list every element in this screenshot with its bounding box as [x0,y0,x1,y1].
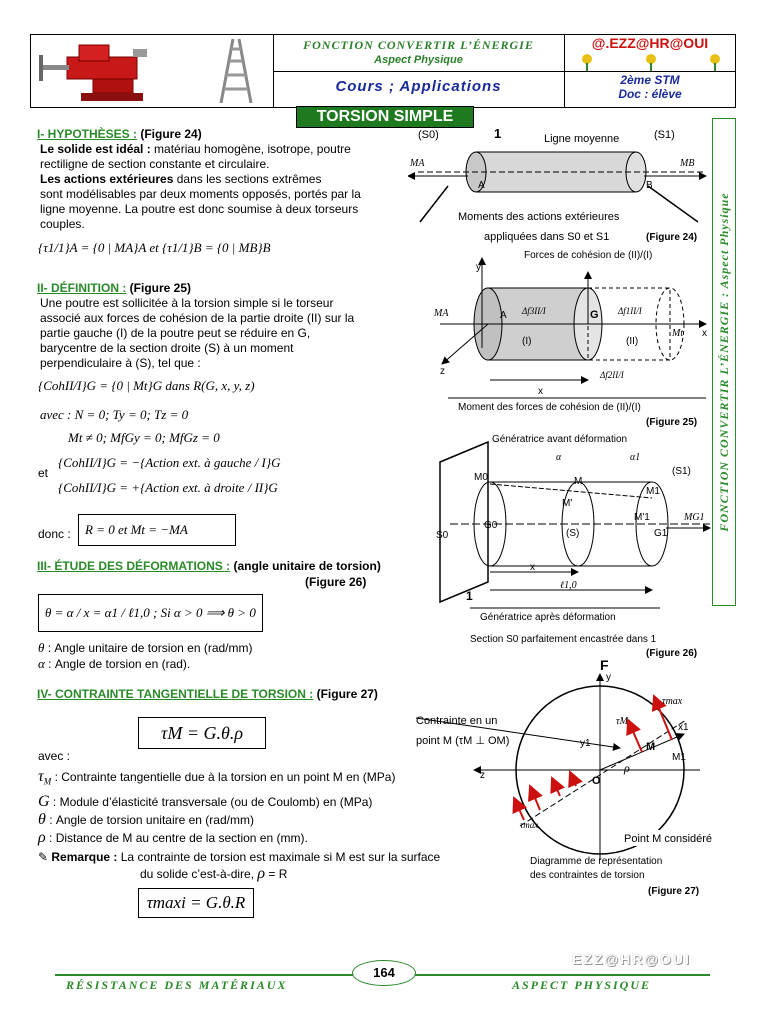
fig24-cap1: Moments des actions extérieures [458,211,620,223]
fig24-ligne: Ligne moyenne [544,133,620,145]
fig24-s1: (S1) [654,129,675,141]
fig25-g: G [590,309,599,321]
footer-line-left [55,974,355,976]
footer-line-right [412,974,710,976]
page-number: 164 [352,960,416,986]
fig26-mg1: MG1 [684,512,705,523]
fig24-ma: MA [410,158,425,169]
def-rho: ρ : Distance de M au centre de la section en (mm). [38,829,308,846]
formula-moments: Mt ≠ 0; MfGy = 0; MfGz = 0 [68,430,220,445]
footer-brand: EZZ@HR@OUI [572,951,691,967]
fig24-cap2: appliquées dans S0 et S1 [484,231,610,243]
formula-tau: τM = G.θ.ρ [138,717,266,749]
fig26-s1: (S1) [672,466,691,477]
section-2-body: Une poutre est sollicitée à la torsion simple si le torseur associé aux forces de cohésion de la partie droite (II) sur la partie gauche (I) de la poutre peut se réduire en G, barycentre de la section droite (S) à un moment perpendiculaire à (S), tel que : [40,296,355,370]
fig25-x: x [702,328,707,339]
formula-angle-unitaire: θ = α / x = α1 / ℓ1,0 ; Si α > 0 ⟹ θ > 0 [38,594,278,630]
section-1-body: Le solide est idéal : matériau homogène, isotrope, poutre rectiligne de section constante et circulaire. Les actions extérieures dans les sections extrêmes sont modélisables par deux moments opposés, portés par la ligne moyenne. La poutre est donc soumise à deux torseurs couples. [40,142,361,231]
fig26-m0: M0 [474,472,488,483]
fig27-cap1: Diagramme de représentation [530,856,663,867]
fig27-cap2: des contraintes de torsion [530,870,645,881]
formula-torseurs: {τ1/1}A = {0 | MA}A et {τ1/1}B = {0 | MB}B [38,240,271,255]
fig27-y: y [606,672,611,683]
section-4-heading: IV- CONTRAINTE TANGENTIELLE DE TORSION : (Figure 27) [37,687,378,701]
fig27-y1: y1 [580,738,591,749]
def-theta-2: θ : Angle de torsion unitaire en (rad/mm) [38,811,254,828]
fig27-f: F [600,660,609,673]
figure-26 [430,432,714,662]
flowers-icon [571,51,731,71]
formula-coh-gauche: {CohII/I}G = −{Action ext. à gauche / I}G [58,455,281,470]
def-alpha: α : Angle de torsion en (rad). [38,656,191,671]
section-1-heading: I- HYPOTHÈSES : (Figure 24) [37,127,202,141]
section-3-heading: III- ÉTUDE DES DÉFORMATIONS : (angle unitaire de torsion) [37,559,381,573]
vise-image [37,37,177,105]
header-cours: Cours ; Applications [335,78,502,95]
fig26-cap2: Section S0 parfaitement encastrée dans 1 [470,634,657,645]
fig26-s0: S0 [436,530,449,541]
fig25-z: z [440,366,445,377]
remarque: ✎ Remarque : La contrainte de torsion est maximale si M est sur la surface [38,850,441,864]
formula-coh-definition: {CohII/I}G = {0 | Mt}G dans R(G, x, y, z) [38,378,255,393]
fig26-alpha1: α1 [630,452,641,463]
fig27-m1: M1 [672,752,686,763]
ladder-image [211,37,261,105]
fig27-tm: τM [616,716,628,727]
footer-left-text: RÉSISTANCE DES MATÉRIAUX [66,978,288,992]
fig27-contrainte2: point M (τM ⊥ OM) [416,735,510,747]
page-title: TORSION SIMPLE [296,106,474,128]
fig26-mp: M' [562,498,573,509]
fig26-m: M [574,476,583,487]
header-fonction: FONCTION CONVERTIR L’ÉNERGIE [303,38,534,52]
side-banner [712,118,736,606]
fig27-contrainte1: Contrainte en un [416,715,498,727]
fig26-l10: ℓ1,0 [560,580,577,591]
fig26-s: (S) [566,528,580,539]
fig25-df1: Δf3II/I [522,306,546,316]
fig24-s0: (S0) [418,129,439,141]
fig25-ma: MA [434,308,449,319]
fig24-one: 1 [494,126,502,141]
figure-25 [430,248,714,430]
figure-24 [408,124,712,246]
formula-conclusion: R = 0 et Mt = −MA [78,514,236,546]
fig27-tmax2: τmax [520,820,539,830]
fig27-x1: x1 [678,722,689,733]
fig26-g1: G1 [654,528,668,539]
figure-27 [410,660,714,900]
def-g: G : Module d’élasticité transversale (ou de Coulomb) en (MPa) [38,793,373,810]
def-theta: θ : Angle unitaire de torsion en (rad/mm) [38,640,253,655]
fig25-top: Forces de cohésion de (II)/(I) [524,250,653,261]
formula-efforts-nuls: avec : N = 0; Ty = 0; Tz = 0 [40,407,189,422]
fig26-label: (Figure 26) [646,648,698,659]
header [30,34,736,108]
def-tau: $\tau_M$ : Contrainte tangentielle due à la torsion en un point M en (MPa) [38,768,396,787]
avec-label: avec : [38,749,71,763]
fig27-rho: ρ [624,761,630,775]
fig26-x: x [530,562,535,573]
fig26-one: 1 [466,589,473,603]
fig25-a: A [500,310,507,321]
fig25-df3: Δf2II/I [600,370,624,380]
fig24-label: (Figure 24) [646,232,698,243]
fig26-cap1: Génératrice après déformation [480,612,616,623]
footer-right-text: ASPECT PHYSIQUE [512,978,652,992]
header-brand: @.EZZ@HR@OUI [591,35,709,51]
fig27-z: z [480,770,485,781]
header-aspect: Aspect Physique [374,54,463,66]
formula-tau-max: τmaxi = G.θ.R [138,888,254,918]
fig25-ii: (II) [626,336,639,347]
donc-label: donc : [38,527,71,541]
fig24-a: A [478,180,485,191]
section-2-heading: II- DÉFINITION : (Figure 25) [37,281,192,295]
fig27-point: Point M considéré [624,833,713,845]
formula-coh-droite: {CohII/I}G = +{Action ext. à droite / II}G [58,480,278,495]
fig25-cap: Moment des forces de cohésion de (II)/(I) [458,402,641,413]
fig26-alpha: α [556,452,562,463]
header-classe: 2ème STM [620,73,680,87]
fig26-g0: G0 [484,520,498,531]
et-label: et [38,466,49,480]
side-banner-text: FONCTION CONVERTIR L’ÉNERGIE : Aspect Physique [717,192,731,532]
fig26-m1: M1 [646,486,660,497]
remarque-line-2: du solide c’est-à-dire, ρ = R [140,865,288,882]
section-3-figure-ref: (Figure 26) [305,575,367,589]
fig26-top: Génératrice avant déformation [492,434,628,445]
fig27-m: M [646,741,656,753]
fig25-mt: Mt [672,328,684,339]
fig27-label: (Figure 27) [648,886,700,897]
fig25-label: (Figure 25) [646,417,698,428]
fig27-tmax: τmax [662,696,683,707]
fig26-mp1: M'1 [634,512,650,523]
fig25-y: y [476,262,481,273]
header-doc: Doc : élève [618,87,682,101]
fig27-o: O [592,775,601,787]
fig24-b: B [646,180,653,191]
fig25-i: (I) [522,336,532,347]
fig25-x2: x [538,386,543,397]
fig25-df2: Δf1II/I [618,306,642,316]
fig24-mb: MB [680,158,695,169]
